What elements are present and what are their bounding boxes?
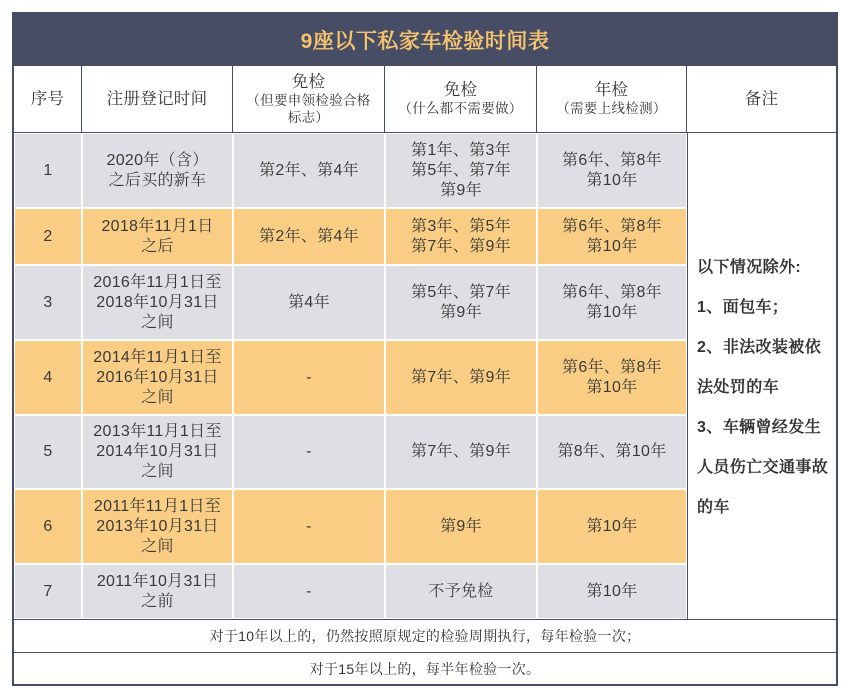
row-4-registration-date: 2014年11月1日至 2016年10月31日 之间 [82,340,233,415]
header-exempt-no-action-title: 免检 [443,81,478,99]
row-3-annual-inspection: 第6年、第8年 第10年 [537,265,687,340]
remarks-intro: 以下情况除外: [697,259,802,276]
row-6-annual-inspection: 第10年 [537,489,687,564]
table-title: 9座以下私家车检验时间表 [14,14,836,66]
header-remarks: 备注 [687,66,836,133]
row-5-exempt-with-label: - [233,415,385,489]
row-5-exempt-no-action: 第7年、第9年 [385,415,537,489]
row-6-index: 6 [14,489,82,564]
header-annual-inspection [537,66,687,133]
row-5-index: 5 [14,415,82,489]
row-6-exempt-with-label: - [233,489,385,564]
row-4-exempt-no-action: 第7年、第9年 [385,340,537,415]
row-4-index: 4 [14,340,82,415]
row-4-annual-inspection: 第6年、第8年 第10年 [537,340,687,415]
row-6-exempt-no-action: 第9年 [385,489,537,564]
row-2-exempt-with-label: 第2年、第4年 [233,208,385,265]
row-3-registration-date: 2016年11月1日至 2018年10月31日 之间 [82,265,233,340]
row-6-registration-date: 2011年11月1日至 2013年10月31日 之间 [82,489,233,564]
row-7-index: 7 [14,564,82,619]
row-3-exempt-with-label: 第4年 [233,265,385,340]
row-1-annual-inspection: 第6年、第8年 第10年 [537,133,687,208]
row-4-exempt-with-label: - [233,340,385,415]
header-exempt-with-label-note: （但要申领检验合格 标志） [246,92,371,125]
row-1-exempt-no-action: 第1年、第3年 第5年、第7年 第9年 [385,133,537,208]
footer-note-1: 对于10年以上的，仍然按照原规定的检验周期执行，每年检验一次； [14,619,836,652]
header-exempt-with-label [233,66,385,133]
remarks-item-2: 2、非法改装被依 法处罚的车 [697,339,822,396]
row-2-exempt-no-action: 第3年、第5年 第7年、第9年 [385,208,537,265]
row-1-registration-date: 2020年（含） 之后买的新车 [82,133,233,208]
row-2-registration-date: 2018年11月1日 之后 [82,208,233,265]
header-registration-date: 注册登记时间 [82,66,233,133]
header-exempt-with-label-title: 免检 [291,72,326,91]
header-index: 序号 [14,66,82,133]
row-5-registration-date: 2013年11月1日至 2014年10月31日 之间 [82,415,233,489]
row-7-exempt-no-action: 不予免检 [385,564,537,619]
row-5-annual-inspection: 第8年、第10年 [537,415,687,489]
header-annual-inspection-note: （需要上线检测） [556,101,667,116]
header-exempt-no-action [385,66,537,133]
row-7-annual-inspection: 第10年 [537,564,687,619]
remarks-item-1: 1、面包车； [697,299,789,316]
row-7-registration-date: 2011年10月31日 之前 [82,564,233,619]
remarks-cell [687,133,836,619]
row-2-annual-inspection: 第6年、第8年 第10年 [537,208,687,265]
row-3-exempt-no-action: 第5年、第7年 第9年 [385,265,537,340]
row-7-exempt-with-label: - [233,564,385,619]
table-grid [14,66,836,684]
header-exempt-no-action-note: （什么都不需要做） [398,101,523,116]
row-1-index: 1 [14,133,82,208]
row-2-index: 2 [14,208,82,265]
row-3-index: 3 [14,265,82,340]
header-annual-inspection-title: 年检 [594,81,629,99]
row-1-exempt-with-label: 第2年、第4年 [233,133,385,208]
inspection-schedule-table [12,12,838,686]
remarks-item-3: 3、车辆曾经发生 人员伤亡交通事故 的车 [697,419,829,516]
footer-note-2: 对于15年以上的，每半年检验一次。 [14,652,836,684]
